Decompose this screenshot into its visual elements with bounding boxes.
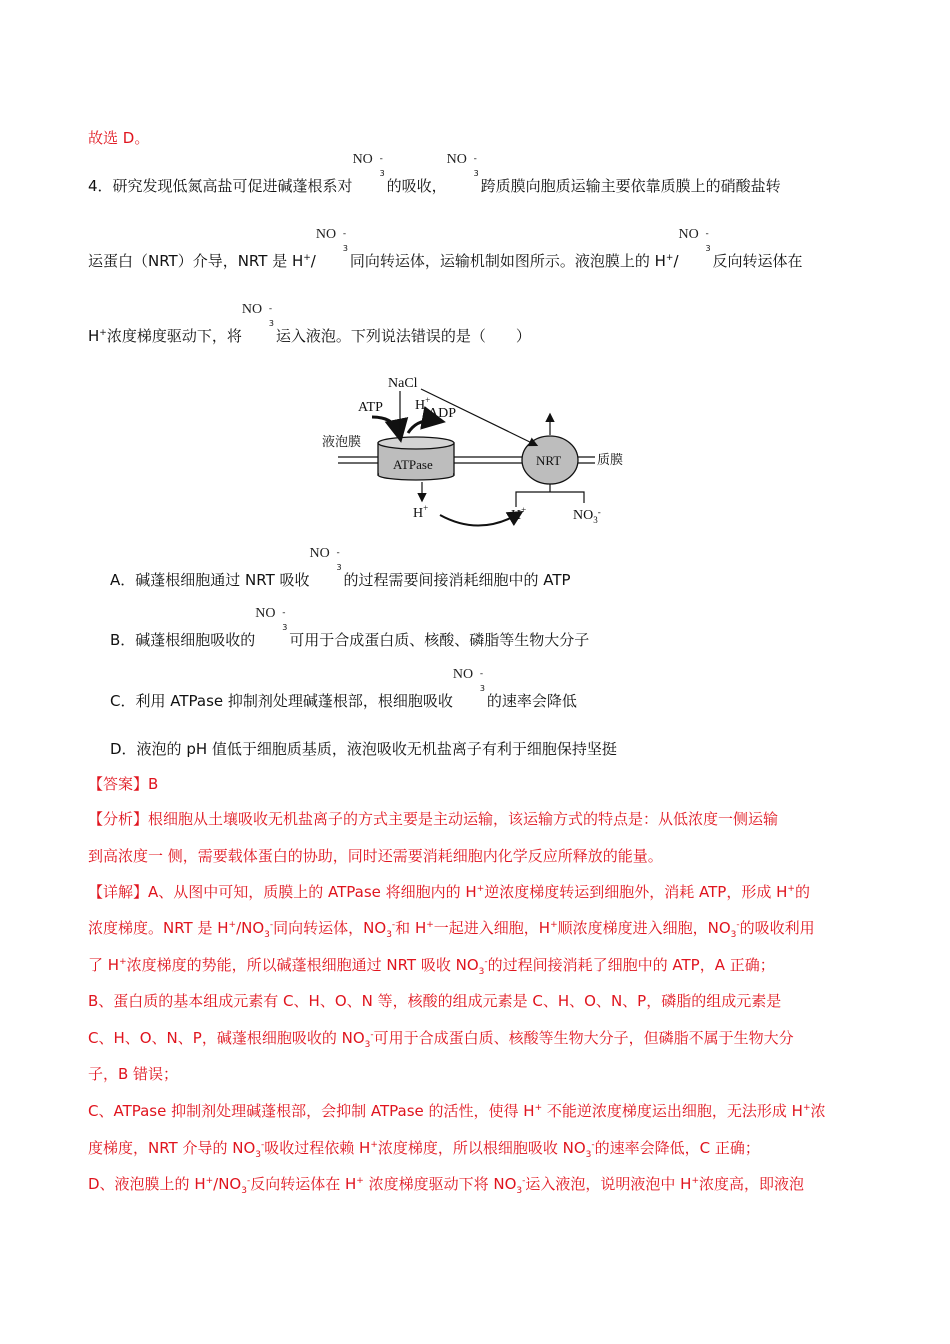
analysis-line-1: 【分析】根细胞从土壤吸收无机盐离子的方式主要是主动运输，该运输方式的特点是：从低浓度一侧运输 bbox=[88, 810, 779, 828]
question-text: 研究发现低氮高盐可促进碱蓬根系对 bbox=[112, 177, 353, 195]
no3-formula: NO - 3 bbox=[446, 152, 479, 178]
no3-formula: NO - 3 bbox=[452, 667, 485, 693]
analysis-line-2: 到高浓度一 侧，需要载体蛋白的协助，同时还需要消耗细胞内化学反应所释放的能量。 bbox=[88, 847, 663, 865]
atpase-label: ATPase bbox=[393, 457, 433, 472]
h-flow-arrow bbox=[440, 513, 520, 526]
detail-line-5: C、H、O、N、P，碱蓬根细胞吸收的 $NO_3^-$可用于合成蛋白质、核酸等生物大分子，但磷脂不属于生物大分 bbox=[88, 1029, 794, 1050]
no3-formula: NO - 3 bbox=[678, 227, 711, 253]
detail-line-6: 子，B 错误； bbox=[88, 1065, 179, 1083]
adp-label: ADP bbox=[428, 406, 457, 421]
detail-line-8: 度梯度，NRT 介导的 $NO_3^-$吸收过程依赖 H+浓度梯度，所以根细胞吸收 $NO_3^-$的速率会降低，C 正确； bbox=[88, 1139, 760, 1160]
adp-arrow bbox=[408, 420, 440, 433]
nacl-label: NaCl bbox=[388, 376, 418, 391]
no3-formula: NO - 3 bbox=[241, 302, 274, 328]
question-line-1: 4．研究发现低氮高盐可促进碱蓬根系对 NO - 3 的吸收， NO - 3 跨质膜向胞质运输主要依靠质膜上的硝酸盐转 bbox=[88, 152, 781, 195]
vacuole-membrane-label: 液泡膜 bbox=[322, 435, 362, 450]
no3-formula: NO - 3 bbox=[309, 546, 342, 572]
nrt-label: NRT bbox=[536, 453, 562, 468]
no3-formula: NO - 3 bbox=[255, 606, 288, 632]
option-b: B．碱蓬根细胞吸收的 NO - 3 可用于合成蛋白质、核酸、磷脂等生物大分子 bbox=[110, 606, 590, 649]
detail-line-9: D、液泡膜上的 $H^+/NO_3^-$反向转运体在 H+ 浓度梯度驱动下将 $NO_3^-$运入液泡，说明液泡中 H+浓度高，即液泡 bbox=[88, 1175, 805, 1196]
atp-arrow bbox=[372, 417, 400, 437]
question-line-2: 运蛋白（NRT）介导，NRT 是 H+/ NO - 3 同向转运体，运输机制如图所示。液泡膜上的 H+/ NO - 3 反向转运体在 bbox=[88, 227, 803, 270]
h-plus-bottom-left: H+ bbox=[413, 503, 429, 521]
no3-formula: NO - 3 bbox=[352, 152, 385, 178]
answer: 【答案】B bbox=[88, 775, 159, 793]
question-number: 4． bbox=[88, 177, 113, 195]
transport-diagram bbox=[310, 365, 624, 525]
option-d: D．液泡的 pH 值低于细胞质基质，液泡吸收无机盐离子有利于细胞保持坚挺 bbox=[110, 740, 617, 758]
atp-label: ATP bbox=[358, 400, 383, 415]
option-a: A．碱蓬根细胞通过 NRT 吸收 NO - 3 的过程需要间接消耗细胞中的 ATP bbox=[110, 546, 571, 589]
h-plus-bottom-right: H+ bbox=[511, 505, 527, 523]
h-plus-label: H+ bbox=[415, 395, 431, 413]
no3-formula: NO - 3 bbox=[315, 227, 348, 253]
plasma-membrane-label: 质膜 bbox=[597, 453, 624, 468]
option-c: C．利用 ATPase 抑制剂处理碱蓬根部，根细胞吸收 NO - 3 的速率会降低 bbox=[110, 667, 577, 710]
detail-line-2: 浓度梯度。NRT 是 $H^+/NO_3^-$同向转运体，$NO_3^-$和 H+一起进入细胞，H+顺浓度梯度进入细胞，$NO_3^-$的吸收利用 bbox=[88, 919, 815, 940]
no3-bottom-label: $NO_3^-$ bbox=[573, 507, 601, 525]
question-line-3: H+浓度梯度驱动下，将 NO - 3 运入液泡。下列说法错误的是（ ） bbox=[88, 302, 531, 345]
detail-line-3: 了 H+浓度梯度的势能，所以碱蓬根细胞通过 NRT 吸收 $NO_3^-$的过程间接消耗了细胞中的 ATP，A 正确； bbox=[88, 956, 775, 977]
previous-answer: 故选 D。 bbox=[88, 129, 150, 147]
detail-line-1: 【详解】A、从图中可知，质膜上的 ATPase 将细胞内的 H+逆浓度梯度转运到细胞外，消耗 ATP，形成 H+的 bbox=[88, 883, 810, 901]
detail-line-7: C、ATPase 抑制剂处理碱蓬根部，会抑制 ATPase 的活性，使得 H+ 不能逆浓度梯度运出细胞，无法形成 H+浓 bbox=[88, 1102, 826, 1120]
detail-line-4: B、蛋白质的基本组成元素有 C、H、O、N 等，核酸的组成元素是 C、H、O、N、P，磷脂的组成元素是 bbox=[88, 992, 782, 1010]
